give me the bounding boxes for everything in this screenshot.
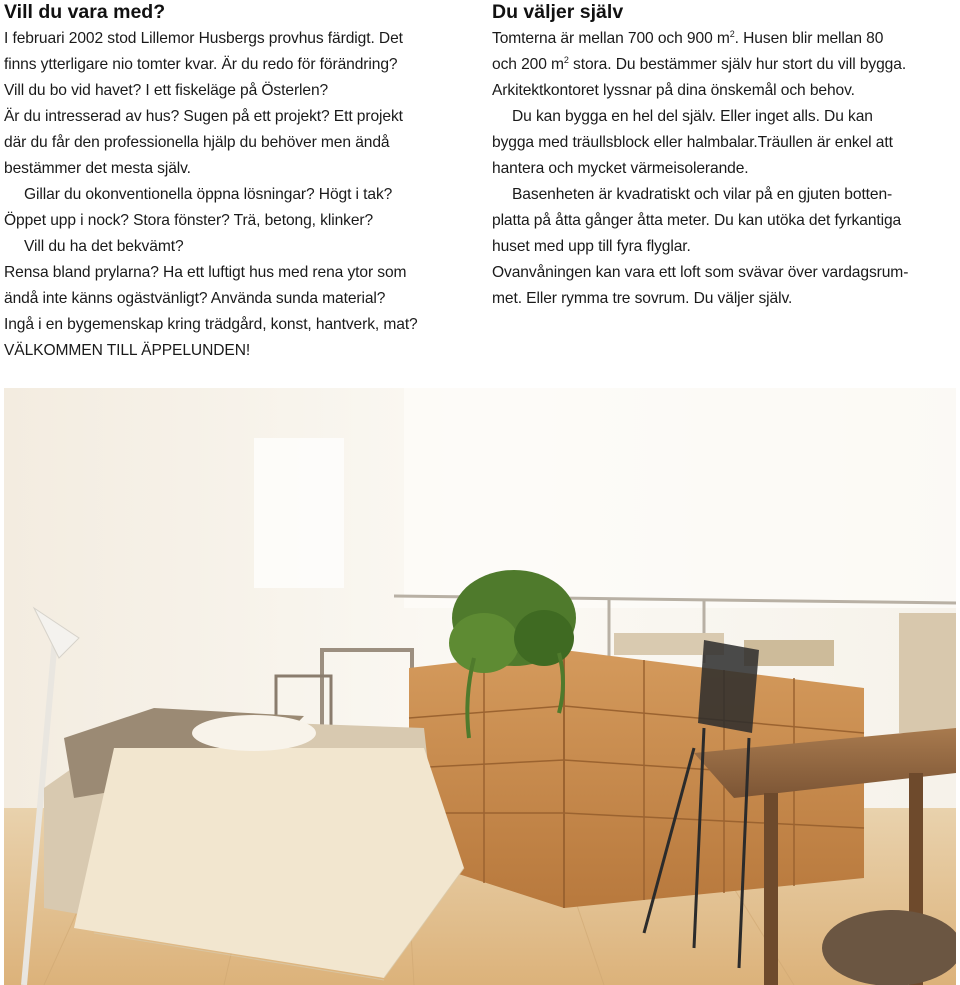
text-line: I februari 2002 stod Lillemor Husbergs provhus färdigt. Det (4, 30, 403, 47)
heading-du-valjer-sjalv: Du väljer själv (492, 1, 624, 23)
text-line: Rensa bland prylarna? Ha ett luftigt hus med rena ytor som (4, 264, 407, 281)
superscript: 2 (729, 28, 735, 39)
text-line: Vill du ha det bekvämt? (24, 238, 184, 255)
text-fragment: stora. Du bestämmer själv hur stort du vill bygga. (568, 56, 907, 73)
left-column (4, 0, 470, 364)
text-fragment: och 200 m (492, 56, 564, 73)
text-line: Öppet upp i nock? Stora fönster? Trä, betong, klinker? (4, 212, 374, 229)
right-body-text (492, 26, 954, 312)
text-line: Vill du bo vid havet? I ett fiskeläge på Österlen? (4, 82, 329, 99)
text-fragment: . Husen blir mellan 80 (734, 30, 884, 47)
text-line: Basenheten är kvadratiskt och vilar på en gjuten botten- (512, 186, 893, 203)
window-glow (254, 438, 344, 588)
bedroom-loft-photo (4, 388, 956, 985)
text-line: ändå inte känns ogästvänligt? Använda sunda material? (4, 290, 386, 307)
text-line: Ovanvåningen kan vara ett loft som svävar över vardagsrum- (492, 264, 909, 281)
text-line: VÄLKOMMEN TILL ÄPPELUNDEN! (4, 342, 251, 359)
text-line: Är du intresserad av hus? Sugen på ett projekt? Ett projekt (4, 108, 403, 125)
text-line (492, 52, 954, 78)
text-line: där du får den professionella hjälp du behöver men ändå (4, 134, 390, 151)
text-line: platta på åtta gånger åtta meter. Du kan utöka det fyrkantiga (492, 212, 902, 229)
text-line: Du kan bygga en hel del själv. Eller inget alls. Du kan (512, 108, 873, 125)
heading-vill-du-vara-med: Vill du vara med? (4, 1, 166, 23)
photo-illustration (4, 388, 956, 985)
text-fragment: Tomterna är mellan 700 och 900 m (492, 30, 730, 47)
text-line: hantera och mycket värmeisolerande. (492, 160, 749, 177)
book-stack (899, 613, 956, 733)
superscript: 2 (563, 54, 569, 65)
text-line: met. Eller rymma tre sovrum. Du väljer själv. (492, 290, 793, 307)
text-line: Arkitektkontoret lyssnar på dina önskemål och behov. (492, 82, 855, 99)
text-line: huset med upp till fyra flyglar. (492, 238, 691, 255)
right-column (492, 0, 954, 312)
text-line: bygga med träullsblock eller halmbalar.Träullen är enkel att (492, 134, 893, 151)
text-line: bestämmer det mesta själv. (4, 160, 191, 177)
pillow (192, 715, 316, 751)
text-line: finns ytterligare nio tomter kvar. Är du redo för förändring? (4, 56, 398, 73)
text-line: Ingå i en bygemenskap kring trädgård, konst, hantverk, mat? (4, 316, 418, 333)
text-line: Gillar du okonventionella öppna lösningar? Högt i tak? (24, 186, 393, 203)
left-body-text (4, 26, 470, 364)
text-line (492, 26, 954, 52)
